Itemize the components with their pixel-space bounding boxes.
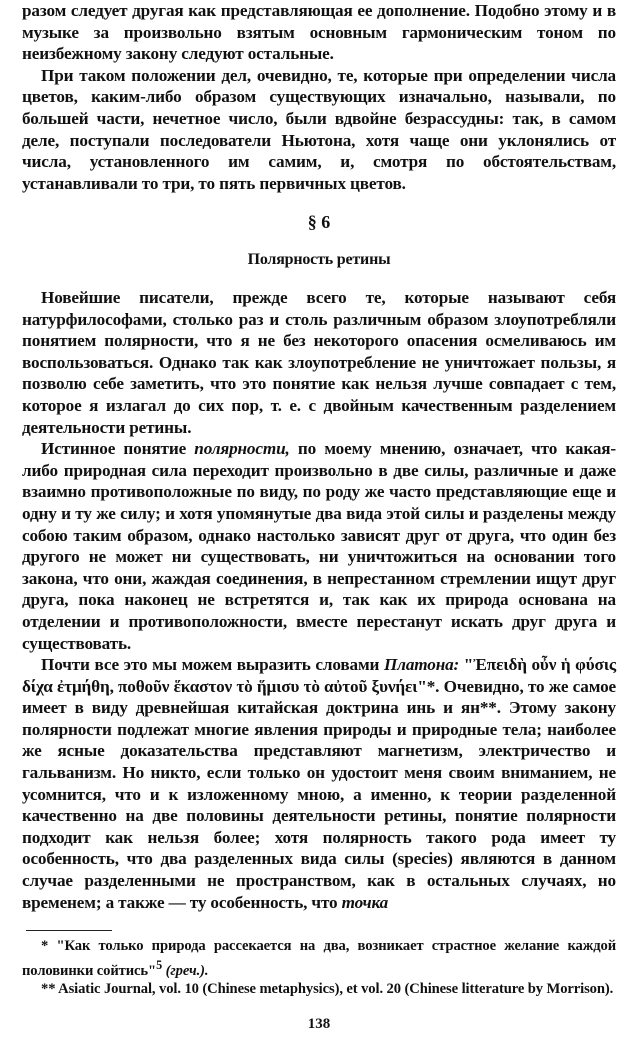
- text-run: * "Как только природа рассекается на два, возникает страстное желание каждой половинки сойтись": [22, 938, 616, 979]
- paragraph-plato: [22, 654, 616, 913]
- document-page: [22, 0, 616, 1037]
- text-run: по моему мнению, означает, что какая-либо природная сила переходит произвольно в две силы, различные и даже взаимно противоположные по виду, по роду же часто представляющие еще и одну и ту же силу; и хотя упомянутые два вида этой силы и разделены между собою таким образом, однако настолько зависят друг от друга, что один без другого не может ни существовать, ни уничтожиться на основании того закона, что они, жаждая соединения, в непрестанном стремлении ищут друг друга, пока наконец не встретятся и, так как их природа основана на отделении и противоположности, вместе перестанут искать друг друга и существовать.: [22, 439, 616, 653]
- text-run: "Ἐπειδὴ οὖν ἡ φύσις δίχα ἐτμήθη, ποθοῦν ἕκαστον τὸ ἥμισυ τὸ αὐτοῦ ξυνήει"*. Очевидно, то же самое имеет в виду древнейшая китайская доктрина инь и ян**. Этому закону полярности подлежат многие явления природы и природные тела; наиболее же ясные доказательства представляют магнетизм, электричество и гальванизм. Но никто, если только он удостоит меня своим вниманием, не усомнится, что и к изложенному мною, а именно, к теории разделенной качественно на две половины деятельности ретины, понятие полярности подходит как нельзя более; хотя полярность такого рода имеет ту особенность, что два разделенных вида силы (species) являются в данном случае разделенными не пространством, как в остальных случаях, но временем; а также — ту особенность, что: [22, 655, 617, 912]
- section-number: § 6: [307, 212, 331, 232]
- text-block-main: [22, 287, 616, 913]
- footnote-1: [22, 937, 616, 980]
- text-block-top: [22, 0, 616, 194]
- italic-term: полярности,: [194, 439, 290, 459]
- superscript: 5: [156, 957, 163, 972]
- text-run: Истинное понятие: [41, 439, 195, 459]
- page-number: 138: [307, 1016, 331, 1032]
- text-run: Почти все это мы можем выразить словами: [41, 655, 384, 675]
- paragraph-continuation: разом следует другая как представляющая ее дополнение. Подобно этому и в музыке за произвольно взятым основным гармоническим тоном по неизбежному закону следуют остальные.: [22, 1, 616, 64]
- italic-term: Платона:: [383, 655, 460, 675]
- footnotes: [22, 937, 616, 999]
- paragraph-newton: При таком положении дел, очевидно, те, которые при определении числа цветов, каким-либо образом существующих изначально, называли, по большей части, нечетное число, были вдвойне безрассудны: так, в самом деле, поступали последователи Ньютона, хотя чаще они уклонялись от числа, установленного им самим, и, смотря по обстоятельствам, устанавливали то три, то пять первичных цветов.: [22, 65, 616, 193]
- section-title: Полярность ретины: [247, 251, 391, 268]
- footnote-2: ** Asiatic Journal, vol. 10 (Chinese metaphysics), et vol. 20 (Chinese litterature by Morrison).: [41, 981, 614, 998]
- footnote-divider: [26, 930, 112, 931]
- paragraph-polarity-definition: [22, 438, 616, 654]
- italic-term: (греч.).: [162, 962, 209, 979]
- italic-term: точка: [341, 892, 389, 912]
- paragraph-polarity-intro: Новейшие писатели, прежде всего те, которые называют себя натурфилософами, столько раз и столь различным образом злоупотребляли понятием полярности, что я не без некоторого опасения осмеливаюсь им воспользоваться. Однако так как злоупотребление не уничтожает пользы, я позволю себе заметить, что это понятие как нельзя лучше совпадает с тем, которое я излагал до сих пор, т. е. с двойным качественным разделением деятельности ретины.: [22, 288, 616, 437]
